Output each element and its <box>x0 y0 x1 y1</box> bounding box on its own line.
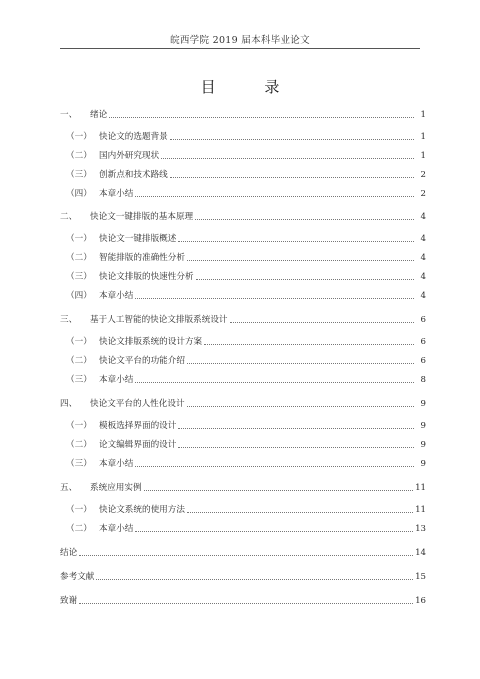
toc-entry-label: 论文编辑界面的设计 <box>99 440 177 450</box>
toc-entry-number: （二） <box>66 356 92 366</box>
toc-entry-section[interactable] <box>60 333 426 347</box>
header-rule <box>60 48 420 49</box>
dot-leader <box>195 218 414 220</box>
toc-entry-number: （一） <box>66 234 92 244</box>
toc-entry-label: 绪论 <box>90 110 108 120</box>
toc-entry-page: 8 <box>420 375 426 385</box>
toc-entry-conclusion[interactable] <box>60 544 426 558</box>
dot-leader <box>79 554 413 556</box>
toc-entry-section[interactable] <box>60 436 426 450</box>
dot-leader <box>230 321 414 323</box>
toc-entry-chapter[interactable] <box>60 479 426 493</box>
toc-entry-number: 三、 <box>60 315 78 325</box>
toc-entry-page: 6 <box>420 315 426 325</box>
toc-entry-label: 本章小结 <box>99 459 134 469</box>
toc-entry-section[interactable] <box>60 230 426 244</box>
dot-leader <box>135 530 413 532</box>
toc-entry-section[interactable] <box>60 185 426 199</box>
dot-leader <box>135 381 414 383</box>
toc-entry-number: 五、 <box>60 483 78 493</box>
dot-leader <box>178 240 414 242</box>
dot-leader <box>161 157 414 159</box>
dot-leader <box>204 343 414 345</box>
toc-entry-label: 系统应用实例 <box>90 483 142 493</box>
toc-entry-page: 15 <box>415 572 426 582</box>
running-header: 皖西学院 2019 届本科毕业论文 <box>170 35 310 46</box>
toc-entry-label: 快论文排版系统的设计方案 <box>99 337 203 347</box>
toc-entry-number: （一） <box>66 132 92 142</box>
toc-entry-section[interactable] <box>60 455 426 469</box>
dot-leader <box>135 297 414 299</box>
dot-leader <box>109 116 414 118</box>
toc-entry-number: （三） <box>66 459 92 469</box>
toc-entry-label: 致谢 <box>60 596 78 606</box>
toc-entry-chapter[interactable] <box>60 106 426 120</box>
dot-leader <box>178 446 414 448</box>
toc-entry-section[interactable] <box>60 166 426 180</box>
toc-entry-label: 智能排版的准确性分析 <box>99 253 185 263</box>
toc-entry-label: 基于人工智能的快论文排版系统设计 <box>90 315 228 325</box>
toc-entry-number: （一） <box>66 505 92 515</box>
toc-entry-number: （三） <box>66 272 92 282</box>
toc-entry-number: 二、 <box>60 212 78 222</box>
toc-entry-number: （四） <box>66 291 92 301</box>
dot-leader <box>196 278 414 280</box>
toc-entry-page: 11 <box>415 483 426 493</box>
toc-entry-page: 6 <box>420 337 426 347</box>
toc-entry-section[interactable] <box>60 128 426 142</box>
toc-entry-number: （三） <box>66 375 92 385</box>
toc-entry-page: 9 <box>420 399 426 409</box>
toc-entry-section[interactable] <box>60 371 426 385</box>
toc-entry-section[interactable] <box>60 417 426 431</box>
toc-entry-number: （二） <box>66 524 92 534</box>
dot-leader <box>178 427 414 429</box>
toc-entry-label: 快论文平台的功能介绍 <box>99 356 185 366</box>
toc-entry-page: 16 <box>415 596 426 606</box>
toc-entry-label: 模板选择界面的设计 <box>99 421 177 431</box>
toc-entry-section[interactable] <box>60 352 426 366</box>
toc-entry-page: 1 <box>420 132 426 142</box>
toc-entry-label: 创新点和技术路线 <box>99 170 168 180</box>
toc-entry-label: 快论文一键排版的基本原理 <box>90 212 194 222</box>
toc-entry-page: 4 <box>420 291 426 301</box>
toc-entry-number: （二） <box>66 151 92 161</box>
toc-entry-label: 本章小结 <box>99 291 134 301</box>
toc-entry-label: 本章小结 <box>99 524 134 534</box>
dot-leader <box>79 602 413 604</box>
dot-leader <box>187 362 414 364</box>
toc-entry-label: 快论文的选题背景 <box>99 132 168 142</box>
toc-entry-number: （二） <box>66 440 92 450</box>
toc-entry-page: 9 <box>420 440 426 450</box>
toc-entry-section[interactable] <box>60 287 426 301</box>
toc-entry-label: 国内外研究现状 <box>99 151 160 161</box>
toc-entry-section[interactable] <box>60 147 426 161</box>
dot-leader <box>187 511 413 513</box>
toc-title: 目 录 <box>200 78 302 96</box>
toc-entry-number: （二） <box>66 253 92 263</box>
toc-entry-section[interactable] <box>60 520 426 534</box>
toc-entry-label: 本章小结 <box>99 375 134 385</box>
toc-entry-label: 快论文系统的使用方法 <box>99 505 185 515</box>
toc-entry-page: 4 <box>420 272 426 282</box>
toc-entry-page: 9 <box>420 459 426 469</box>
toc-entry-number: （四） <box>66 189 92 199</box>
toc-entry-number: （一） <box>66 337 92 347</box>
toc-entry-chapter[interactable] <box>60 311 426 325</box>
dot-leader <box>135 195 414 197</box>
toc-entry-page: 11 <box>415 505 426 515</box>
dot-leader <box>135 465 414 467</box>
toc-entry-acknowledgements[interactable] <box>60 592 426 606</box>
toc-entry-label: 快论文平台的人性化设计 <box>90 399 185 409</box>
dot-leader <box>187 259 414 261</box>
toc-entry-page: 6 <box>420 356 426 366</box>
toc-entry-references[interactable] <box>60 568 426 582</box>
dot-leader <box>96 578 413 580</box>
toc-entry-page: 1 <box>420 110 426 120</box>
toc-entry-number: 一、 <box>60 110 78 120</box>
toc-entry-number: （三） <box>66 170 92 180</box>
toc-entry-section[interactable] <box>60 249 426 263</box>
toc-entry-page: 9 <box>420 421 426 431</box>
toc-entry-page: 4 <box>420 234 426 244</box>
toc-entry-page: 2 <box>420 170 426 180</box>
toc-entry-page: 4 <box>420 212 426 222</box>
toc-entry-page: 13 <box>415 524 426 534</box>
toc-entry-page: 2 <box>420 189 426 199</box>
toc-entry-number: 四、 <box>60 399 78 409</box>
dot-leader <box>144 489 413 491</box>
toc-entry-label: 本章小结 <box>99 189 134 199</box>
toc-entry-page: 14 <box>415 548 426 558</box>
toc-entry-label: 快论文一键排版概述 <box>99 234 177 244</box>
dot-leader <box>170 176 414 178</box>
toc-entry-label: 快论文排版的快速性分析 <box>99 272 194 282</box>
dot-leader <box>187 405 414 407</box>
toc-entry-label: 结论 <box>60 548 78 558</box>
toc-entry-label: 参考文献 <box>60 572 95 582</box>
toc-entry-chapter[interactable] <box>60 395 426 409</box>
toc-entry-page: 4 <box>420 253 426 263</box>
toc-entry-page: 1 <box>420 151 426 161</box>
toc-entry-number: （一） <box>66 421 92 431</box>
toc-entry-section[interactable] <box>60 501 426 515</box>
toc-entry-section[interactable] <box>60 268 426 282</box>
toc-entry-chapter[interactable] <box>60 208 426 222</box>
dot-leader <box>170 138 414 140</box>
